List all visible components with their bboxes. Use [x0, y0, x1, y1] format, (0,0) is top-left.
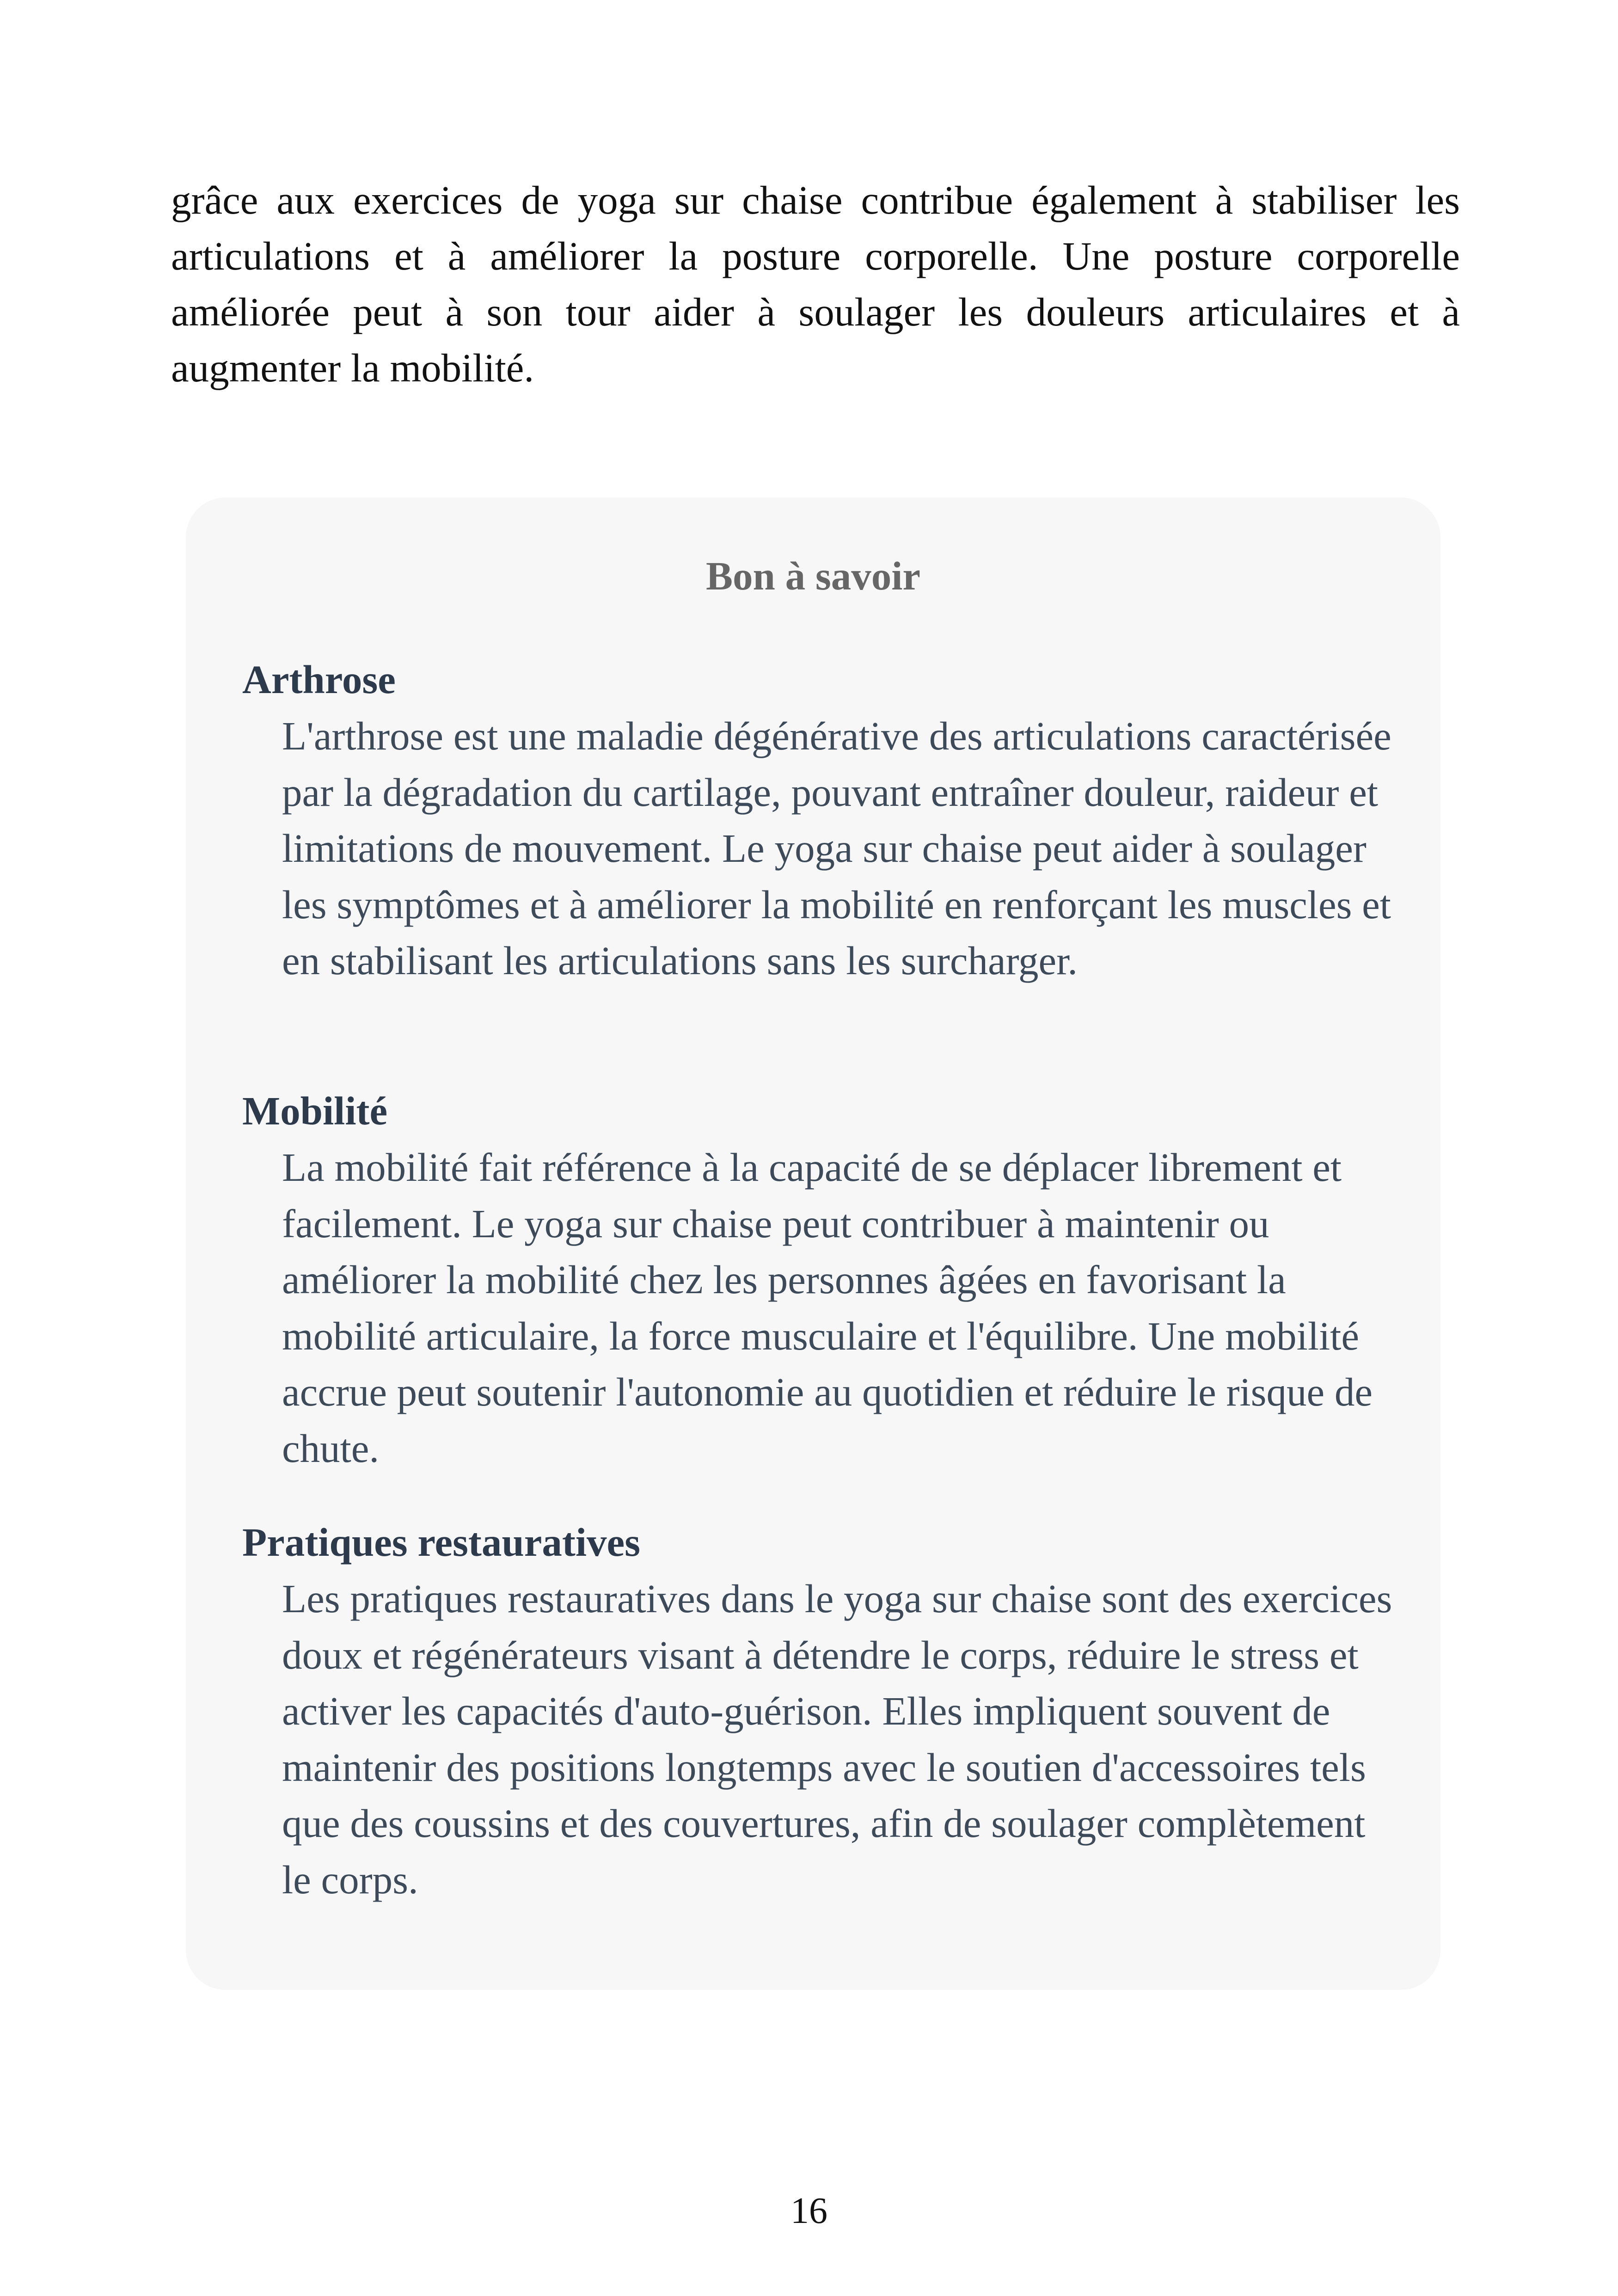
glossary-definition-mobilite: [282, 1139, 1401, 1476]
definition-line: réduire le risque de chute.: [282, 1369, 1373, 1471]
definition-line: afin de soulager complètement le corps.: [282, 1801, 1366, 1902]
definition-line: La mobilité fait référence à la capacité de se déplacer librement: [282, 1145, 1303, 1190]
intro-line: articulaires et à augmenter la mobilité.: [171, 289, 1460, 390]
intro-line: corporelle améliorée peut à son tour aider à soulager les douleurs: [171, 233, 1460, 334]
definition-line: mobilité en renforçant les muscles et en stabilisant les: [282, 882, 1391, 983]
definition-line: réduire le stress et activer les capacités d'auto-guérison. Elles: [282, 1632, 1359, 1733]
good-to-know-box: [186, 497, 1440, 1990]
definition-line: Les pratiques restauratives dans le yoga sur chaise sont des: [282, 1576, 1232, 1621]
definition-line: douleur, raideur et limitations de mouvement. Le yoga sur: [282, 769, 1379, 871]
intro-line: les articulations et à améliorer la posture corporelle. Une posture: [171, 178, 1460, 278]
intro-line: grâce aux exercices de yoga sur chaise contribue également à stabiliser: [171, 178, 1397, 222]
definition-line: le soutien d'accessoires tels que des coussins et des couvertures,: [282, 1744, 1366, 1846]
intro-paragraph: [171, 172, 1460, 396]
definition-line: articulations sans les surcharger.: [558, 938, 1078, 983]
definition-line: impliquent souvent de maintenir des positions longtemps avec: [282, 1688, 1330, 1790]
glossary-definition-arthrose: [282, 708, 1401, 989]
definition-line: améliorer la mobilité chez les personnes âgées en favorisant la: [282, 1257, 1286, 1302]
glossary-term-mobilite: Mobilité: [242, 1088, 388, 1133]
glossary-term-arthrose: Arthrose: [242, 657, 396, 702]
definition-line: caractérisée par la dégradation du cartilage, pouvant entraîner: [282, 713, 1391, 815]
definition-line: mobilité articulaire, la force musculaire et l'équilibre. Une: [282, 1313, 1215, 1358]
box-title: Bon à savoir: [705, 553, 921, 598]
definition-line: et facilement. Le yoga sur chaise peut contribuer à maintenir ou: [282, 1145, 1342, 1246]
glossary-definition-pratiques-restauratives: [282, 1571, 1401, 1908]
definition-line: chaise peut aider à soulager les symptômes et à améliorer la: [282, 826, 1367, 927]
definition-line: L'arthrose est une maladie dégénérative des articulations: [282, 713, 1192, 758]
definition-line: exercices doux et régénérateurs visant à détendre le corps,: [282, 1576, 1392, 1677]
glossary-term-pratiques-restauratives: Pratiques restauratives: [242, 1520, 640, 1565]
definition-line: mobilité accrue peut soutenir l'autonomie au quotidien et: [282, 1313, 1359, 1414]
page-number: 16: [791, 2191, 827, 2231]
